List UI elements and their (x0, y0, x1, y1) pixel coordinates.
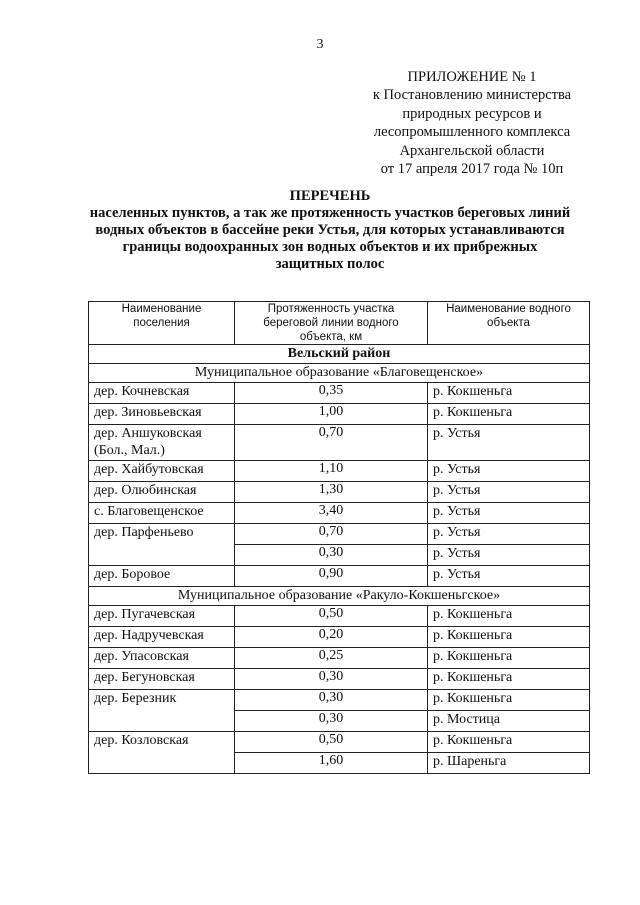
title-line: населенных пунктов, а так же протяженность участков береговых линий (89, 205, 571, 221)
settlement-cell: дер. Олюбинская (89, 482, 235, 503)
appendix-header (358, 68, 586, 178)
header-settlement: Наименование поселения (89, 302, 235, 345)
table-row (89, 648, 590, 669)
settlement-cell: дер. Аншуковская (Бол., Мал.) (89, 425, 235, 461)
appendix-line: природных ресурсов и (402, 105, 542, 122)
length-cell: 0,30 (235, 690, 428, 711)
length-cell: 0,30 (235, 545, 428, 566)
district-row: Вельский район (89, 345, 590, 364)
water-object-cell: р. Устья (428, 461, 590, 482)
water-object-cell: р. Мостица (428, 711, 590, 732)
water-object-cell: р. Устья (428, 482, 590, 503)
length-cell: 0,35 (235, 383, 428, 404)
length-cell: 0,90 (235, 566, 428, 587)
water-object-cell: р. Устья (428, 503, 590, 524)
length-cell: 0,50 (235, 732, 428, 753)
table-row (89, 690, 590, 711)
water-object-cell: р. Кокшеньга (428, 606, 590, 627)
settlement-cell: дер. Кочневская (89, 383, 235, 404)
title-line: границы водоохранных зон водных объектов и их прибрежных (122, 239, 538, 255)
length-cell: 1,10 (235, 461, 428, 482)
length-cell: 0,50 (235, 606, 428, 627)
water-object-cell: р. Устья (428, 524, 590, 545)
water-object-cell: р. Кокшеньга (428, 648, 590, 669)
water-object-cell: р. Устья (428, 425, 590, 461)
appendix-line: Архангельской области (399, 142, 545, 159)
settlement-cell: дер. Зиновьевская (89, 404, 235, 425)
length-cell: 0,25 (235, 648, 428, 669)
table-row (89, 627, 590, 648)
header-water-object: Наименование водного объекта (428, 302, 590, 345)
municipality-row: Муниципальное образование «Ракуло-Кокшеньгское» (89, 587, 590, 606)
length-cell: 3,40 (235, 503, 428, 524)
title-heading: ПЕРЕЧЕНЬ (289, 188, 371, 204)
table-row (89, 524, 590, 545)
appendix-line: лесопромышленного комплекса (373, 124, 571, 141)
document-title (60, 188, 600, 273)
length-cell: 0,70 (235, 425, 428, 461)
water-object-cell: р. Кокшеньга (428, 690, 590, 711)
table-header-row (89, 302, 590, 345)
appendix-line: от 17 апреля 2017 года № 10п (380, 161, 564, 178)
settlement-cell: дер. Надручевская (89, 627, 235, 648)
length-cell: 0,70 (235, 524, 428, 545)
table-row (89, 503, 590, 524)
length-cell: 1,60 (235, 753, 428, 774)
length-cell: 0,30 (235, 711, 428, 732)
settlement-cell: дер. Березник (89, 690, 235, 732)
page-number: 3 (316, 37, 324, 52)
water-object-cell: р. Кокшеньга (428, 627, 590, 648)
municipality-row: Муниципальное образование «Благовещенское» (89, 364, 590, 383)
settlement-cell: дер. Боровое (89, 566, 235, 587)
title-line: водных объектов в бассейне реки Устья, для которых устанавливаются (95, 222, 565, 238)
settlement-cell: дер. Хайбутовская (89, 461, 235, 482)
table-row (89, 383, 590, 404)
table-row (89, 606, 590, 627)
water-object-cell: р. Кокшеньга (428, 732, 590, 753)
table-row (89, 425, 590, 461)
settlement-cell: дер. Пугачевская (89, 606, 235, 627)
water-object-cell: р. Устья (428, 545, 590, 566)
appendix-line: к Постановлению министерства (372, 87, 572, 104)
length-cell: 0,20 (235, 627, 428, 648)
settlement-cell: дер. Парфеньево (89, 524, 235, 566)
settlement-cell: дер. Козловская (89, 732, 235, 774)
water-object-cell: р. Шареньга (428, 753, 590, 774)
water-object-cell: р. Кокшеньга (428, 383, 590, 404)
water-object-cell: р. Устья (428, 566, 590, 587)
settlements-table (88, 301, 590, 774)
water-object-cell: р. Кокшеньга (428, 404, 590, 425)
table-row (89, 669, 590, 690)
settlement-cell: дер. Упасовская (89, 648, 235, 669)
length-cell: 1,30 (235, 482, 428, 503)
settlement-cell: дер. Бегуновская (89, 669, 235, 690)
settlement-cell: с. Благовещенское (89, 503, 235, 524)
title-line: защитных полос (275, 256, 385, 272)
table-row (89, 732, 590, 753)
table-row (89, 566, 590, 587)
table-row (89, 461, 590, 482)
table-row (89, 404, 590, 425)
appendix-line: ПРИЛОЖЕНИЕ № 1 (407, 69, 537, 85)
water-object-cell: р. Кокшеньга (428, 669, 590, 690)
length-cell: 1,00 (235, 404, 428, 425)
length-cell: 0,30 (235, 669, 428, 690)
header-length: Протяженность участка береговой линии водного объекта, км (235, 302, 428, 345)
table-row (89, 482, 590, 503)
